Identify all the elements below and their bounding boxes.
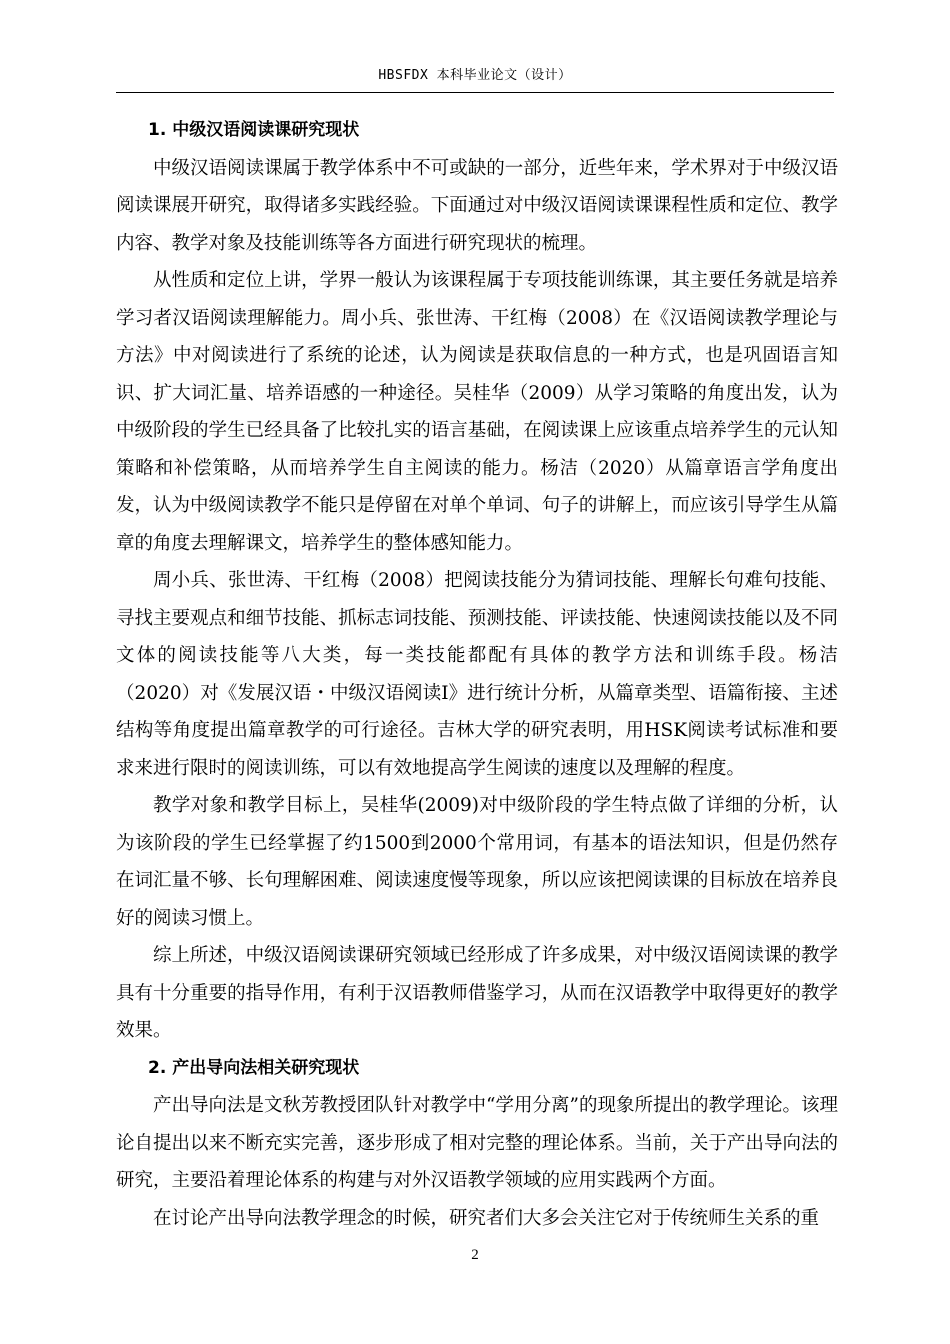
section-heading-1: 1. 中级汉语阅读课研究现状 bbox=[148, 120, 360, 140]
header-rule bbox=[116, 92, 834, 93]
paragraph: 在讨论产出导向法教学理念的时候，研究者们大多会关注它对于传统师生关系的重 bbox=[153, 1207, 820, 1229]
paragraph: 中级汉语阅读课属于教学体系中不可或缺的一部分，近些年来，学术界对于中级汉语阅读课展开研究，取得诸多实践经验。下面通过对中级汉语阅读课课程性质和定位、教学内容、教学对象及技能训练等各方面进行研究现状的梳理。 bbox=[116, 157, 838, 254]
body-content bbox=[116, 112, 838, 1237]
paragraph: 从性质和定位上讲，学界一般认为该课程属于专项技能训练课，其主要任务就是培养学习者汉语阅读理解能力。周小兵、张世涛、干红梅（2008）在《汉语阅读教学理论与方法》中对阅读进行了系统的论述，认为阅读是获取信息的一种方式，也是巩固语言知识、扩大词汇量、培养语感的一种途径。吴桂华（2009）从学习策略的角度出发，认为中级阶段的学生已经具备了比较扎实的语言基础，在阅读课上应该重点培养学生的元认知策略和补偿策略，从而培养学生自主阅读的能力。杨洁（2020）从篇章语言学角度出发，认为中级阅读教学不能只是停留在对单个单词、句子的讲解上，而应该引导学生从篇章的角度去理解课文，培养学生的整体感知能力。 bbox=[116, 270, 838, 554]
page-number: 2 bbox=[471, 1247, 479, 1263]
paragraph: 综上所述，中级汉语阅读课研究领域已经形成了许多成果，对中级汉语阅读课的教学具有十分重要的指导作用，有利于汉语教师借鉴学习，从而在汉语教学中取得更好的教学效果。 bbox=[116, 945, 838, 1041]
section-heading-2: 2. 产出导向法相关研究现状 bbox=[148, 1057, 360, 1078]
paragraph: 教学对象和教学目标上，吴桂华(2009)对中级阶段的学生特点做了详细的分析，认为该阶段的学生已经掌握了约1500到2000个常用词，有基本的语法知识，但是仍然存在词汇量不够、长句理解困难、阅读速度慢等现象，所以应该把阅读课的目标放在培养良好的阅读习惯上。 bbox=[116, 795, 838, 929]
page-header: HBSFDX 本科毕业论文（设计） bbox=[378, 68, 572, 83]
paragraph: 周小兵、张世涛、干红梅（2008）把阅读技能分为猜词技能、理解长句难句技能、寻找主要观点和细节技能、抓标志词技能、预测技能、评读技能、快速阅读技能以及不同文体的阅读技能等八大类，每一类技能都配有具体的教学方法和训练手段。杨洁（2020）对《发展汉语・中级汉语阅读Ⅰ》进行统计分析，从篇章类型、语篇衔接、主述结构等角度提出篇章教学的可行途径。吉林大学的研究表明，用HSK阅读考试标准和要求来进行限时的阅读训练，可以有效地提高学生阅读的速度以及理解的程度。 bbox=[116, 570, 838, 779]
paragraph: 产出导向法是文秋芳教授团队针对教学中“学用分离”的现象所提出的教学理论。该理论自提出以来不断充实完善，逐步形成了相对完整的理论体系。当前，关于产出导向法的研究，主要沿着理论体系的构建与对外汉语教学领域的应用实践两个方面。 bbox=[116, 1095, 838, 1191]
